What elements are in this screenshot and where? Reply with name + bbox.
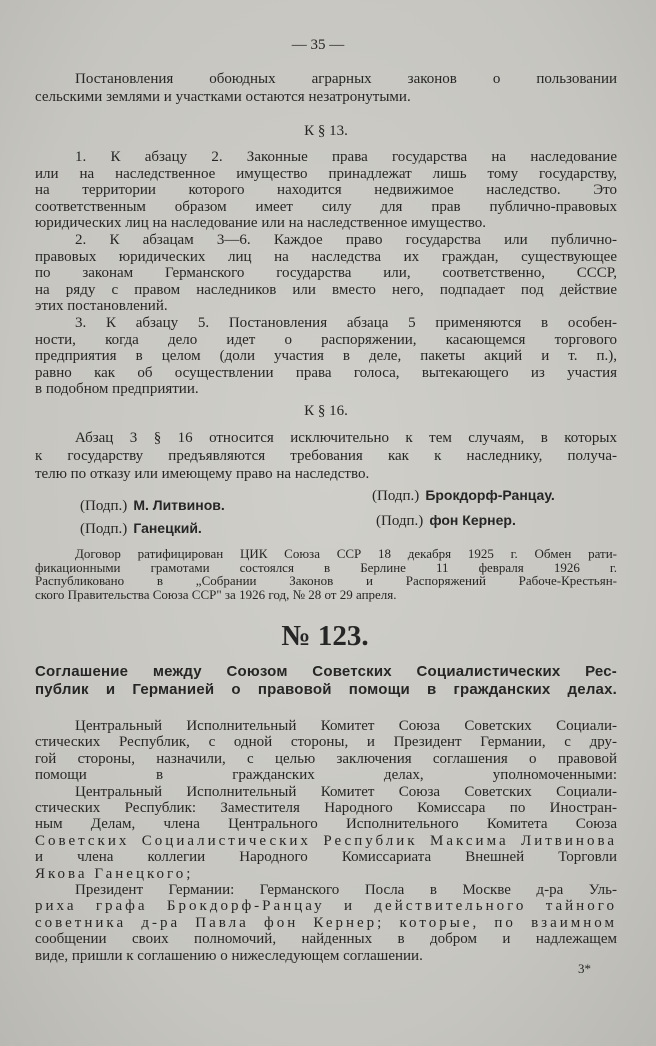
body-line: помощи в гражданских делах, уполномоченными:	[35, 767, 617, 784]
paragraph-line: соответственным образом имеет силу для прав публично-правовых	[35, 198, 617, 215]
paragraph-line: этих постановлений.	[35, 298, 168, 315]
body-line: риха графа Брокдорф-Ранцау и действительного тайного	[35, 898, 617, 915]
agreement-title-line: Соглашение между Союзом Советских Социалистических Рес-	[35, 663, 617, 680]
paragraph-line: 2. К абзацам 3—6. Каждое право государства или публично-	[75, 232, 617, 248]
paragraph-line: 1. К абзацу 2. Законные права государства на наследование	[75, 149, 617, 165]
body-line: Президент Германии: Германского Посла в Москве д-ра Уль-	[75, 882, 617, 898]
signatory-name: М. Литвинов.	[133, 497, 225, 513]
body-line: сообщении своих полномочий, найденных в добром и надлежащем	[35, 931, 617, 948]
body-line: стических Республик, с одной стороны, и Президент Германии, с дру-	[35, 734, 617, 751]
paragraph-line: или на наследственное имущество принадлежат лишь тому государству,	[35, 165, 617, 182]
body-line: Центральный Исполнительный Комитет Союза Советских Социали-	[75, 783, 617, 800]
paragraph-line: сельскими землями и участками остаются незатронутыми.	[35, 89, 411, 105]
signature	[372, 488, 555, 504]
section-heading: К § 13.	[304, 123, 348, 139]
body-line: гой стороны, назначили, с целью заключения соглашения о правовой	[35, 750, 617, 767]
signature-label: (Подп.)	[80, 521, 128, 537]
body-line: ным Делам, члена Центрального Исполнительного Комитета Союза	[35, 816, 617, 833]
signature-mark: 3*	[578, 961, 591, 976]
signature-label: (Подп.)	[80, 498, 128, 514]
paragraph-line: в подобном предприятии.	[35, 381, 199, 398]
body-line: и члена коллегии Народного Комиссариата Внешней Торговли	[35, 849, 617, 866]
ratification-note-line: фикационными грамотами состоялся в Берлине 11 февраля 1926 г.	[35, 559, 617, 575]
body-line: Советских Социалистических Республик Максима Литвинова	[35, 832, 617, 849]
signature-label: (Подп.)	[376, 513, 424, 529]
paragraph-line: Абзац 3 § 16 относится исключительно к тем случаям, в которых	[75, 430, 617, 446]
paragraph-line: к государству предъявляются требования как к наследнику, получа-	[35, 448, 617, 464]
signature	[376, 513, 516, 529]
signatory-name: Ганецкий.	[133, 520, 202, 536]
signature	[80, 498, 225, 514]
body-line: советника д-ра Павла фон Кернер; которые, по взаимном	[35, 914, 617, 931]
paragraph-line: по законам Германского государства или, соответственно, СССР,	[35, 265, 617, 282]
signature-label: (Подп.)	[372, 488, 420, 504]
signatory-name: фон Кернер.	[429, 512, 516, 528]
agreement-title-line: публик и Германией о правовой помощи в гражданских делах.	[35, 681, 617, 698]
body-line: Центральный Исполнительный Комитет Союза Советских Социали-	[75, 718, 617, 734]
section-heading: К § 16.	[304, 403, 348, 419]
paragraph-line: на территории которого находится недвижимое наследство. Это	[35, 182, 617, 199]
paragraph-line: телю по отказу или имеющему право на наследство.	[35, 466, 370, 482]
body-line: Якова Ганецкого;	[35, 865, 194, 882]
signature	[80, 521, 202, 537]
body-line: стических Республик: Заместителя Народного Комиссара по Иностран-	[35, 800, 617, 816]
paragraph-line: на ряду с правом наследников или вместо него, подпадает под действие	[35, 281, 617, 298]
paragraph-line: 3. К абзацу 5. Постановления абзаца 5 применяются в особен-	[75, 315, 617, 331]
signatory-name: Брокдорф-Ранцау.	[425, 487, 555, 503]
page-number: — 35 —	[291, 37, 345, 53]
paragraph-line: юридических лиц на наследование или на наследственное имущество.	[35, 215, 487, 232]
paragraph-line: предприятия в целом (доли участия в деле, пакеты акций и т. п.),	[35, 348, 617, 365]
paragraph-line: правовых юридических лиц на наследства их граждан, существующее	[35, 248, 617, 265]
body-line: виде, пришли к соглашению о нижеследующем соглашении.	[35, 947, 423, 964]
ratification-note-line: ского Правительства Союза ССР" за 1926 год, № 28 от 29 апреля.	[35, 586, 397, 602]
paragraph-line: равно как об осуществлении права голоса, вытекающего из участия	[35, 364, 617, 381]
document-number: № 123.	[281, 620, 369, 652]
paragraph-line: Постановления обоюдных аграрных законов о пользовании	[75, 71, 617, 87]
paragraph-line: ности, когда дело идет о распоряжении, касающемся торгового	[35, 331, 617, 348]
ratification-note-line: Договор ратифицирован ЦИК Союза ССР 18 декабря 1925 г. Обмен рати-	[75, 546, 617, 561]
ratification-note-line: Распубликовано в „Собрании Законов и Распоряжений Рабоче-Крестьян-	[35, 573, 617, 588]
